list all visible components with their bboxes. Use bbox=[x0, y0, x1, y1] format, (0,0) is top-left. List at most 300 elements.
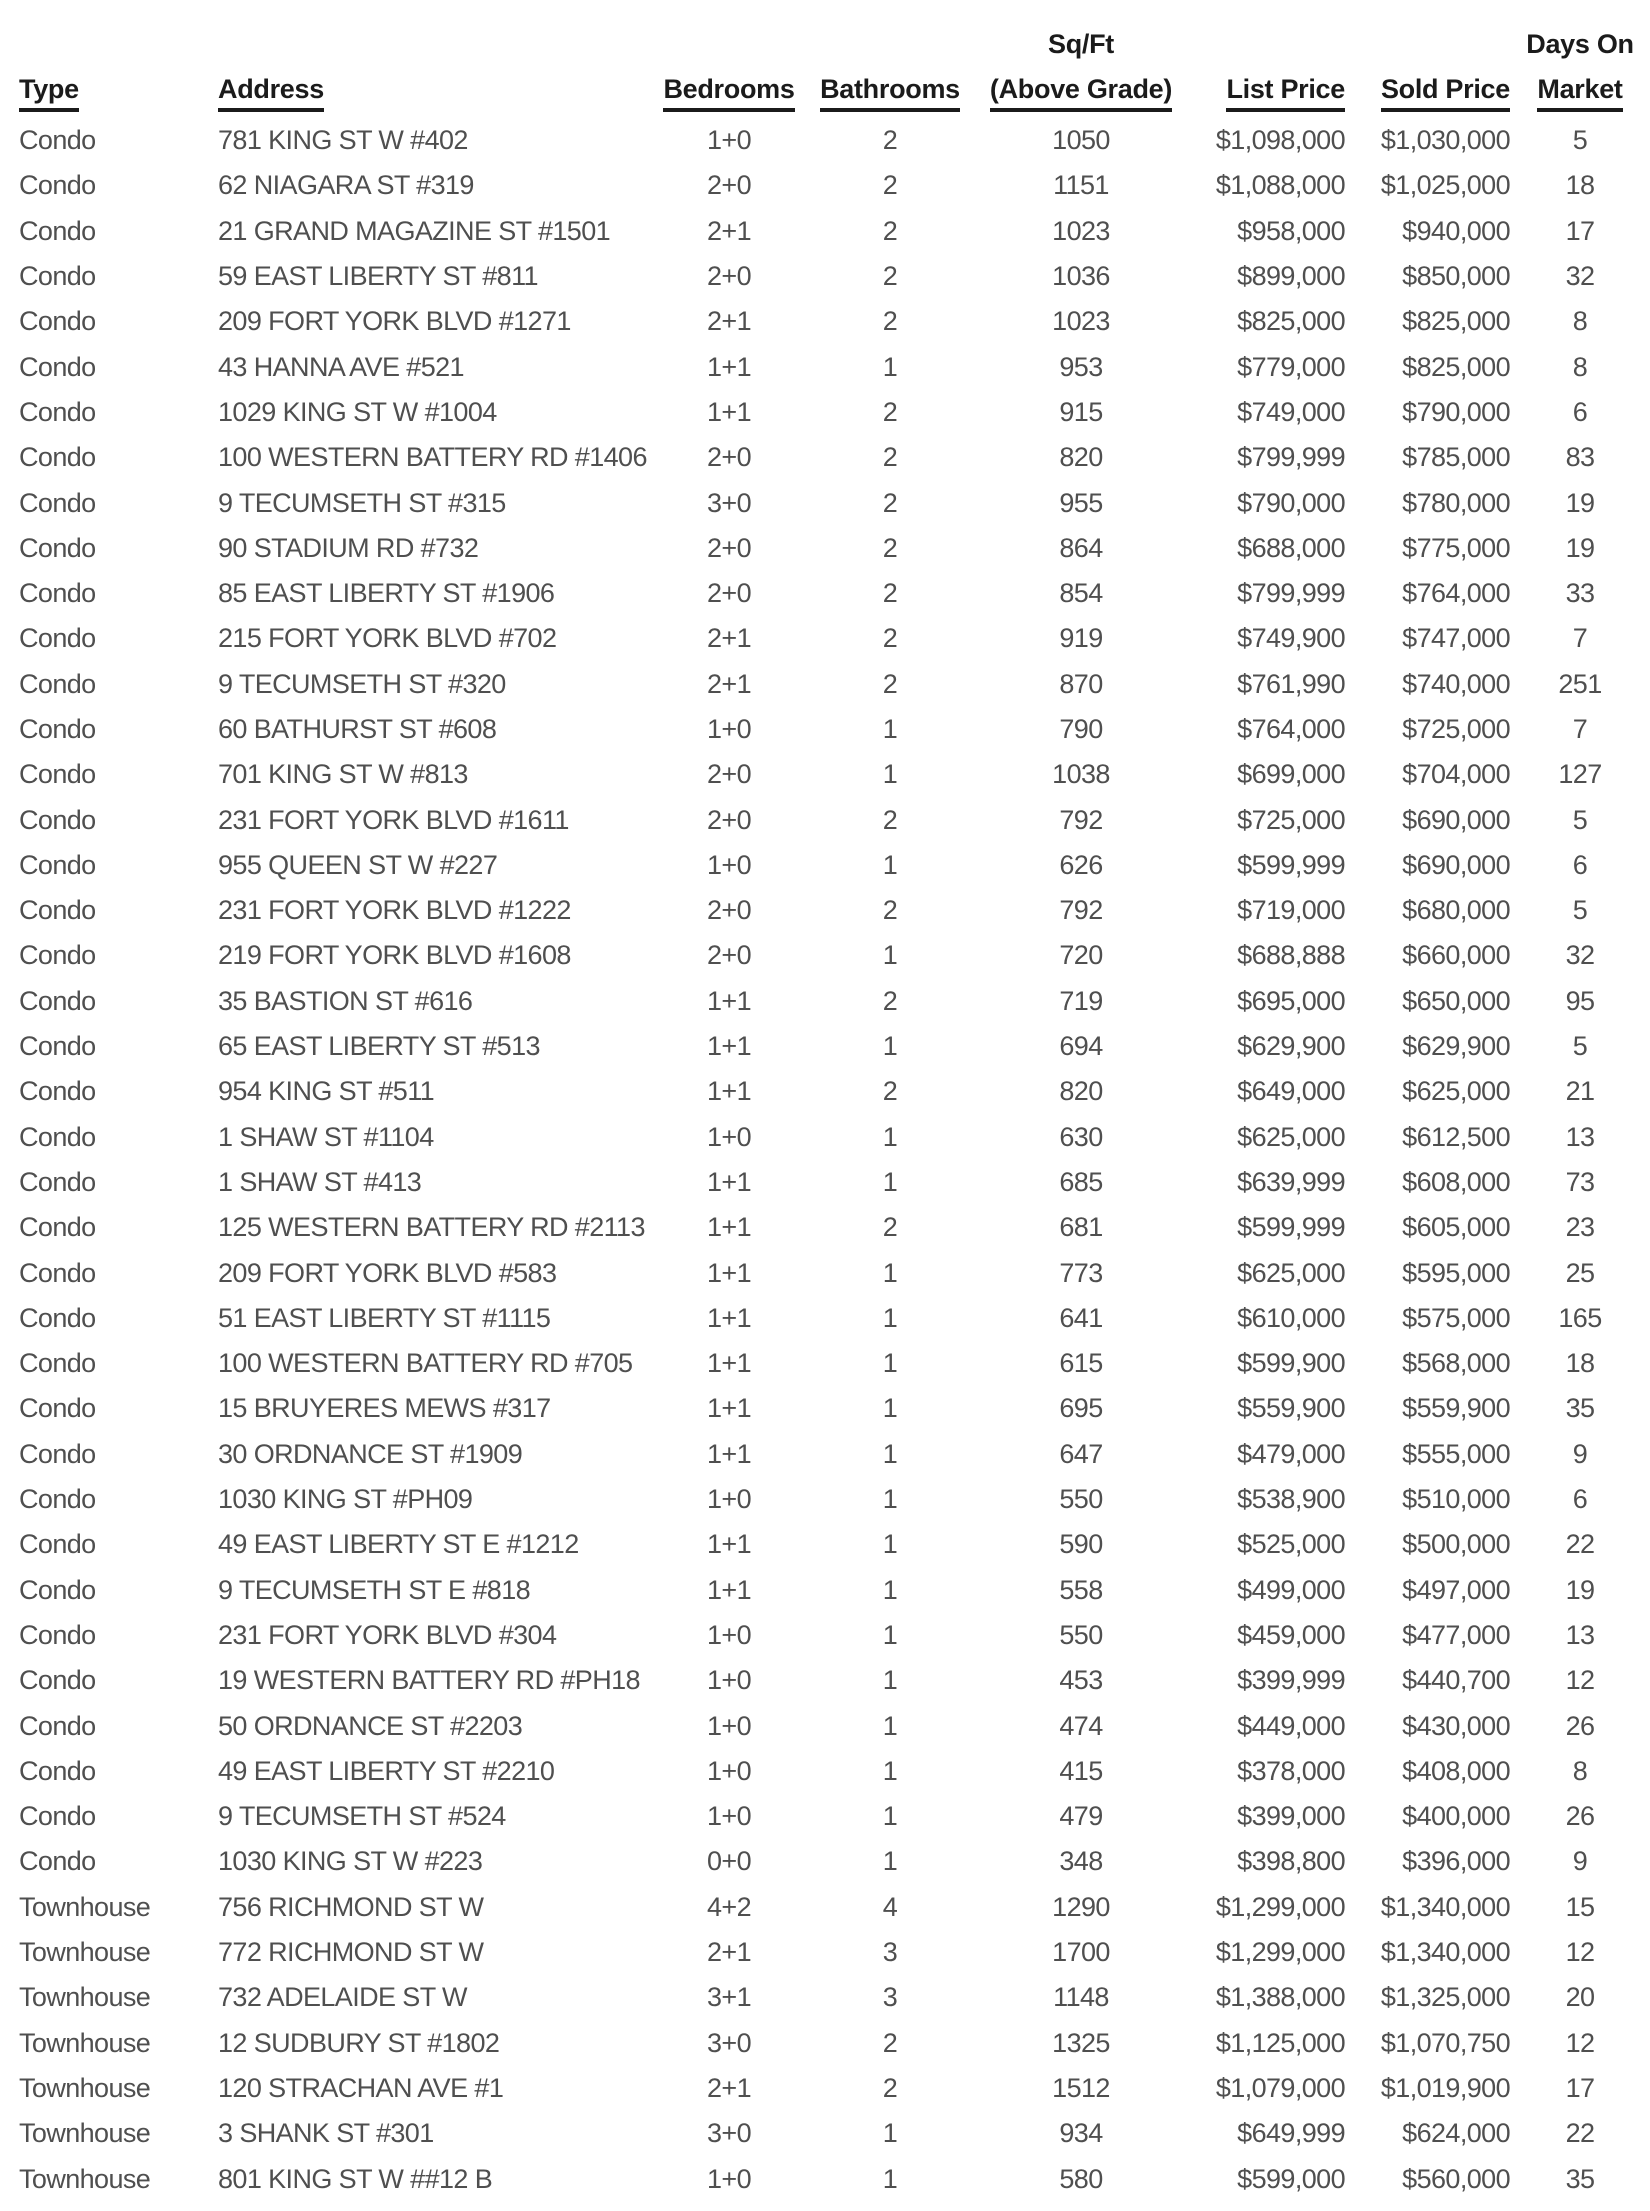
cell-address: 100 WESTERN BATTERY RD #1406 bbox=[218, 442, 647, 473]
cell-sold-price: $1,340,000 bbox=[1380, 1891, 1510, 1922]
cell-address: 49 EAST LIBERTY ST #2210 bbox=[218, 1755, 555, 1786]
table-body bbox=[0, 118, 1650, 2202]
cell-days-on-market: 6 bbox=[1572, 1484, 1588, 1515]
table-row bbox=[0, 1205, 1650, 1250]
cell-sqft: 870 bbox=[1059, 668, 1103, 699]
cell-address: 3 SHANK ST #301 bbox=[218, 2118, 434, 2149]
table-row bbox=[0, 1160, 1650, 1205]
cell-list-price: $1,299,000 bbox=[1215, 1937, 1345, 1968]
cell-days-on-market: 13 bbox=[1565, 1619, 1595, 1650]
cell-bedrooms: 1+1 bbox=[707, 396, 751, 427]
cell-sold-price: $497,000 bbox=[1402, 1574, 1510, 1605]
cell-bedrooms: 2+1 bbox=[707, 215, 751, 246]
cell-sqft: 415 bbox=[1059, 1755, 1103, 1786]
cell-days-on-market: 12 bbox=[1565, 2027, 1595, 2058]
cell-type: Condo bbox=[19, 1031, 96, 1062]
cell-sold-price: $775,000 bbox=[1402, 532, 1510, 563]
cell-sold-price: $740,000 bbox=[1402, 668, 1510, 699]
cell-type: Townhouse bbox=[19, 2027, 151, 2058]
cell-list-price: $725,000 bbox=[1237, 804, 1345, 835]
cell-sqft: 915 bbox=[1059, 396, 1103, 427]
table-row bbox=[0, 1885, 1650, 1930]
cell-type: Condo bbox=[19, 668, 96, 699]
cell-bathrooms: 2 bbox=[882, 215, 898, 246]
table-row bbox=[0, 707, 1650, 752]
cell-address: 701 KING ST W #813 bbox=[218, 759, 468, 790]
cell-list-price: $378,000 bbox=[1237, 1755, 1345, 1786]
table-row bbox=[0, 1522, 1650, 1567]
cell-address: 231 FORT YORK BLVD #1222 bbox=[218, 895, 571, 926]
column-header-bedrooms-label: Bedrooms bbox=[663, 74, 794, 112]
cell-sqft: 1023 bbox=[1052, 306, 1110, 337]
cell-sold-price: $624,000 bbox=[1402, 2118, 1510, 2149]
cell-bathrooms: 2 bbox=[882, 125, 898, 156]
cell-sqft: 934 bbox=[1059, 2118, 1103, 2149]
cell-sqft: 773 bbox=[1059, 1257, 1103, 1288]
cell-days-on-market: 17 bbox=[1565, 2072, 1595, 2103]
cell-bathrooms: 2 bbox=[882, 804, 898, 835]
table-row bbox=[0, 1658, 1650, 1703]
cell-days-on-market: 5 bbox=[1572, 895, 1588, 926]
cell-days-on-market: 13 bbox=[1565, 1121, 1595, 1152]
cell-days-on-market: 165 bbox=[1558, 1302, 1602, 1333]
cell-days-on-market: 19 bbox=[1565, 487, 1595, 518]
cell-bedrooms: 1+0 bbox=[707, 714, 751, 744]
column-header-sold-price-label: Sold Price bbox=[1381, 74, 1510, 112]
cell-days-on-market: 25 bbox=[1565, 1257, 1595, 1288]
cell-sold-price: $747,000 bbox=[1402, 623, 1510, 654]
cell-list-price: $599,000 bbox=[1237, 2163, 1345, 2194]
cell-address: 1030 KING ST W #223 bbox=[218, 1846, 483, 1877]
table-row bbox=[0, 1749, 1650, 1794]
column-header-bathrooms bbox=[810, 0, 970, 118]
table-row bbox=[0, 2156, 1650, 2201]
cell-address: 65 EAST LIBERTY ST #513 bbox=[218, 1031, 540, 1062]
cell-bathrooms: 1 bbox=[882, 849, 898, 880]
cell-days-on-market: 15 bbox=[1565, 1891, 1595, 1922]
cell-list-price: $599,999 bbox=[1237, 849, 1345, 880]
cell-bathrooms: 2 bbox=[882, 532, 898, 563]
cell-days-on-market: 12 bbox=[1565, 1665, 1595, 1696]
cell-days-on-market: 9 bbox=[1572, 1846, 1588, 1877]
cell-address: 30 ORDNANCE ST #1909 bbox=[218, 1438, 523, 1469]
cell-bedrooms: 2+1 bbox=[707, 668, 751, 699]
cell-list-price: $479,000 bbox=[1237, 1438, 1345, 1469]
cell-bedrooms: 1+1 bbox=[707, 1529, 751, 1560]
cell-list-price: $1,388,000 bbox=[1215, 1982, 1345, 2013]
cell-sqft: 580 bbox=[1059, 2163, 1103, 2194]
cell-address: 955 QUEEN ST W #227 bbox=[218, 849, 498, 880]
cell-type: Condo bbox=[19, 170, 96, 201]
cell-address: 15 BRUYERES MEWS #317 bbox=[218, 1393, 551, 1424]
cell-address: 209 FORT YORK BLVD #1271 bbox=[218, 306, 571, 337]
cell-address: 1029 KING ST W #1004 bbox=[218, 396, 497, 427]
cell-bedrooms: 1+1 bbox=[707, 1166, 751, 1197]
cell-type: Condo bbox=[19, 306, 96, 337]
cell-sold-price: $500,000 bbox=[1402, 1529, 1510, 1560]
cell-sqft: 1148 bbox=[1053, 1982, 1109, 2013]
cell-bathrooms: 1 bbox=[882, 1574, 898, 1605]
cell-list-price: $525,000 bbox=[1237, 1529, 1345, 1560]
cell-address: 85 EAST LIBERTY ST #1906 bbox=[218, 578, 555, 609]
cell-address: 62 NIAGARA ST #319 bbox=[218, 170, 474, 201]
table-row bbox=[0, 254, 1650, 299]
cell-bathrooms: 1 bbox=[882, 1393, 898, 1424]
table-row bbox=[0, 435, 1650, 480]
cell-bathrooms: 1 bbox=[882, 940, 898, 971]
cell-bathrooms: 1 bbox=[882, 1665, 898, 1696]
cell-sold-price: $396,000 bbox=[1402, 1846, 1510, 1877]
cell-bathrooms: 3 bbox=[882, 1937, 898, 1968]
cell-list-price: $799,999 bbox=[1237, 442, 1345, 473]
cell-type: Condo bbox=[19, 1665, 96, 1696]
cell-sold-price: $764,000 bbox=[1402, 578, 1510, 609]
cell-type: Condo bbox=[19, 940, 96, 971]
cell-address: 215 FORT YORK BLVD #702 bbox=[218, 623, 557, 654]
table-row bbox=[0, 163, 1650, 208]
table-row bbox=[0, 1568, 1650, 1613]
cell-sqft: 864 bbox=[1059, 532, 1103, 563]
cell-type: Condo bbox=[19, 396, 96, 427]
cell-list-price: $749,000 bbox=[1237, 396, 1345, 427]
table-row bbox=[0, 979, 1650, 1024]
cell-sqft: 626 bbox=[1059, 849, 1103, 880]
cell-days-on-market: 7 bbox=[1572, 623, 1588, 654]
cell-type: Condo bbox=[19, 714, 96, 744]
table-row bbox=[0, 344, 1650, 389]
column-header-bathrooms-label: Bathrooms bbox=[820, 74, 960, 112]
cell-days-on-market: 35 bbox=[1565, 2163, 1595, 2194]
cell-sold-price: $1,340,000 bbox=[1380, 1937, 1510, 1968]
cell-bathrooms: 1 bbox=[882, 1710, 898, 1741]
cell-bathrooms: 1 bbox=[882, 1755, 898, 1786]
cell-days-on-market: 26 bbox=[1565, 1801, 1595, 1832]
cell-bathrooms: 1 bbox=[882, 2163, 898, 2194]
cell-sqft: 550 bbox=[1059, 1484, 1103, 1515]
table-row bbox=[0, 662, 1650, 707]
cell-bathrooms: 2 bbox=[882, 442, 898, 473]
cell-sqft: 919 bbox=[1059, 623, 1103, 654]
cell-list-price: $799,999 bbox=[1237, 578, 1345, 609]
cell-days-on-market: 9 bbox=[1572, 1438, 1588, 1469]
cell-list-price: $639,999 bbox=[1237, 1166, 1345, 1197]
table-row bbox=[0, 2111, 1650, 2156]
cell-sqft: 1325 bbox=[1052, 2027, 1110, 2058]
cell-list-price: $761,990 bbox=[1237, 668, 1345, 699]
table-row bbox=[0, 888, 1650, 933]
cell-type: Condo bbox=[19, 1393, 96, 1424]
cell-sqft: 1151 bbox=[1053, 170, 1109, 201]
cell-bedrooms: 3+0 bbox=[707, 2027, 751, 2058]
table-row bbox=[0, 1250, 1650, 1295]
cell-sold-price: $785,000 bbox=[1402, 442, 1510, 473]
cell-list-price: $625,000 bbox=[1237, 1121, 1345, 1152]
cell-days-on-market: 5 bbox=[1572, 1031, 1588, 1062]
cell-list-price: $629,900 bbox=[1237, 1031, 1345, 1062]
cell-list-price: $649,999 bbox=[1237, 2118, 1345, 2149]
cell-sqft: 792 bbox=[1059, 895, 1103, 926]
cell-bedrooms: 1+1 bbox=[707, 1076, 751, 1107]
cell-list-price: $599,900 bbox=[1237, 1348, 1345, 1379]
cell-bathrooms: 1 bbox=[882, 1166, 898, 1197]
cell-sold-price: $555,000 bbox=[1402, 1438, 1510, 1469]
cell-list-price: $449,000 bbox=[1237, 1710, 1345, 1741]
cell-type: Townhouse bbox=[19, 1982, 151, 2013]
cell-bathrooms: 2 bbox=[882, 487, 898, 518]
cell-address: 801 KING ST W ##12 B bbox=[218, 2163, 493, 2194]
cell-type: Condo bbox=[19, 1076, 96, 1107]
cell-bathrooms: 1 bbox=[882, 2118, 898, 2149]
cell-list-price: $499,000 bbox=[1237, 1574, 1345, 1605]
cell-type: Condo bbox=[19, 1166, 96, 1197]
cell-sqft: 792 bbox=[1059, 804, 1103, 835]
table-row bbox=[0, 616, 1650, 661]
column-header-days-on-market bbox=[1510, 0, 1650, 118]
cell-sold-price: $690,000 bbox=[1402, 849, 1510, 880]
cell-list-price: $459,000 bbox=[1237, 1619, 1345, 1650]
cell-sqft: 590 bbox=[1059, 1529, 1103, 1560]
table-row bbox=[0, 1386, 1650, 1431]
cell-sqft: 615 bbox=[1059, 1348, 1103, 1379]
cell-address: 781 KING ST W #402 bbox=[218, 125, 468, 156]
cell-type: Condo bbox=[19, 1212, 96, 1243]
cell-list-price: $899,000 bbox=[1237, 261, 1345, 292]
cell-bedrooms: 1+0 bbox=[707, 849, 751, 880]
cell-bedrooms: 2+1 bbox=[707, 306, 751, 337]
cell-sqft: 641 bbox=[1059, 1302, 1103, 1333]
cell-type: Townhouse bbox=[19, 1937, 151, 1968]
cell-sqft: 953 bbox=[1059, 351, 1103, 382]
cell-sqft: 1290 bbox=[1052, 1891, 1110, 1922]
cell-address: 954 KING ST #511 bbox=[218, 1076, 435, 1107]
cell-sold-price: $780,000 bbox=[1402, 487, 1510, 518]
cell-sold-price: $704,000 bbox=[1402, 759, 1510, 790]
cell-sqft: 955 bbox=[1059, 487, 1103, 518]
column-header-sold-price bbox=[1345, 0, 1510, 118]
cell-sqft: 720 bbox=[1059, 940, 1103, 971]
cell-sqft: 695 bbox=[1059, 1393, 1103, 1424]
cell-sold-price: $400,000 bbox=[1402, 1801, 1510, 1832]
cell-bedrooms: 3+0 bbox=[707, 2118, 751, 2149]
cell-address: 219 FORT YORK BLVD #1608 bbox=[218, 940, 571, 971]
cell-bedrooms: 1+0 bbox=[707, 1755, 751, 1786]
cell-bedrooms: 2+0 bbox=[707, 442, 751, 473]
cell-bedrooms: 1+0 bbox=[707, 1710, 751, 1741]
cell-type: Condo bbox=[19, 849, 96, 880]
cell-bedrooms: 3+0 bbox=[707, 487, 751, 518]
cell-type: Condo bbox=[19, 487, 96, 518]
cell-bedrooms: 1+0 bbox=[707, 1619, 751, 1650]
cell-address: 9 TECUMSETH ST E #818 bbox=[218, 1574, 531, 1605]
table-row bbox=[0, 1432, 1650, 1477]
cell-bathrooms: 1 bbox=[882, 1302, 898, 1333]
table-row bbox=[0, 797, 1650, 842]
cell-days-on-market: 73 bbox=[1565, 1166, 1595, 1197]
cell-days-on-market: 18 bbox=[1565, 1348, 1595, 1379]
table-row bbox=[0, 118, 1650, 163]
cell-sqft: 1023 bbox=[1052, 215, 1110, 246]
cell-list-price: $398,800 bbox=[1237, 1846, 1345, 1877]
cell-type: Condo bbox=[19, 532, 96, 563]
table-row bbox=[0, 843, 1650, 888]
cell-days-on-market: 18 bbox=[1565, 170, 1595, 201]
cell-days-on-market: 8 bbox=[1572, 351, 1588, 382]
cell-bathrooms: 1 bbox=[882, 1348, 898, 1379]
cell-bedrooms: 1+0 bbox=[707, 2163, 751, 2194]
cell-bathrooms: 1 bbox=[882, 1484, 898, 1515]
cell-bathrooms: 2 bbox=[882, 623, 898, 654]
cell-sqft: 820 bbox=[1059, 442, 1103, 473]
cell-days-on-market: 8 bbox=[1572, 306, 1588, 337]
table-row bbox=[0, 1703, 1650, 1748]
cell-type: Condo bbox=[19, 1529, 96, 1560]
cell-days-on-market: 127 bbox=[1558, 759, 1602, 790]
cell-bedrooms: 1+1 bbox=[707, 1574, 751, 1605]
cell-address: 125 WESTERN BATTERY RD #2113 bbox=[218, 1212, 645, 1243]
cell-bathrooms: 1 bbox=[882, 1529, 898, 1560]
cell-days-on-market: 21 bbox=[1565, 1076, 1595, 1107]
cell-address: 51 EAST LIBERTY ST #1115 bbox=[218, 1302, 551, 1333]
cell-sold-price: $1,325,000 bbox=[1380, 1982, 1510, 2013]
cell-address: 90 STADIUM RD #732 bbox=[218, 532, 479, 563]
table-row bbox=[0, 526, 1650, 571]
cell-address: 231 FORT YORK BLVD #304 bbox=[218, 1619, 557, 1650]
cell-bedrooms: 2+0 bbox=[707, 804, 751, 835]
cell-days-on-market: 32 bbox=[1565, 261, 1595, 292]
cell-days-on-market: 19 bbox=[1565, 532, 1595, 563]
cell-bathrooms: 1 bbox=[882, 1121, 898, 1152]
cell-sold-price: $790,000 bbox=[1402, 396, 1510, 427]
cell-bathrooms: 2 bbox=[882, 261, 898, 292]
cell-bedrooms: 1+1 bbox=[707, 985, 751, 1016]
cell-list-price: $825,000 bbox=[1237, 306, 1345, 337]
table-row bbox=[0, 1341, 1650, 1386]
cell-list-price: $649,000 bbox=[1237, 1076, 1345, 1107]
column-header-address-label: Address bbox=[218, 74, 324, 112]
cell-type: Townhouse bbox=[19, 2118, 151, 2149]
cell-type: Condo bbox=[19, 1484, 96, 1515]
cell-days-on-market: 19 bbox=[1565, 1574, 1595, 1605]
cell-bathrooms: 1 bbox=[882, 1619, 898, 1650]
cell-bedrooms: 1+1 bbox=[707, 1393, 751, 1424]
cell-sqft: 647 bbox=[1059, 1438, 1103, 1469]
cell-list-price: $399,000 bbox=[1237, 1801, 1345, 1832]
cell-list-price: $699,000 bbox=[1237, 759, 1345, 790]
table-row bbox=[0, 1296, 1650, 1341]
cell-sold-price: $568,000 bbox=[1402, 1348, 1510, 1379]
cell-days-on-market: 20 bbox=[1565, 1982, 1595, 2013]
cell-bedrooms: 2+0 bbox=[707, 940, 751, 971]
cell-bedrooms: 1+1 bbox=[707, 351, 751, 382]
cell-days-on-market: 17 bbox=[1565, 215, 1595, 246]
cell-address: 21 GRAND MAGAZINE ST #1501 bbox=[218, 215, 611, 246]
cell-type: Condo bbox=[19, 1257, 96, 1288]
cell-sold-price: $440,700 bbox=[1402, 1665, 1510, 1696]
cell-days-on-market: 22 bbox=[1565, 2118, 1595, 2149]
cell-bathrooms: 1 bbox=[882, 1438, 898, 1469]
cell-sqft: 685 bbox=[1059, 1166, 1103, 1197]
cell-type: Condo bbox=[19, 1619, 96, 1650]
table-row bbox=[0, 1024, 1650, 1069]
cell-list-price: $399,999 bbox=[1237, 1665, 1345, 1696]
table-row bbox=[0, 2066, 1650, 2111]
cell-bathrooms: 2 bbox=[882, 1076, 898, 1107]
column-header-sqft bbox=[970, 0, 1192, 118]
cell-address: 756 RICHMOND ST W bbox=[218, 1891, 484, 1922]
cell-bedrooms: 1+1 bbox=[707, 1302, 751, 1333]
cell-sold-price: $430,000 bbox=[1402, 1710, 1510, 1741]
table-row bbox=[0, 209, 1650, 254]
cell-list-price: $559,900 bbox=[1237, 1393, 1345, 1424]
table-row bbox=[0, 1794, 1650, 1839]
cell-days-on-market: 33 bbox=[1565, 578, 1595, 609]
cell-sqft: 681 bbox=[1059, 1212, 1103, 1243]
table-header bbox=[0, 0, 1650, 118]
cell-sold-price: $1,030,000 bbox=[1380, 125, 1510, 156]
cell-type: Townhouse bbox=[19, 1891, 151, 1922]
column-header-sqft-line2: (Above Grade) bbox=[990, 74, 1172, 112]
cell-address: 35 BASTION ST #616 bbox=[218, 985, 473, 1016]
cell-list-price: $749,900 bbox=[1237, 623, 1345, 654]
cell-sold-price: $559,900 bbox=[1402, 1393, 1510, 1424]
cell-days-on-market: 7 bbox=[1572, 714, 1588, 744]
cell-sqft: 820 bbox=[1059, 1076, 1103, 1107]
cell-type: Condo bbox=[19, 623, 96, 654]
column-header-sqft-line1: Sq/Ft bbox=[1048, 29, 1114, 59]
cell-bathrooms: 2 bbox=[882, 2027, 898, 2058]
cell-days-on-market: 22 bbox=[1565, 1529, 1595, 1560]
cell-list-price: $538,900 bbox=[1237, 1484, 1345, 1515]
column-header-address bbox=[218, 0, 648, 118]
cell-bedrooms: 4+2 bbox=[707, 1891, 751, 1922]
cell-bedrooms: 2+0 bbox=[707, 895, 751, 926]
cell-type: Condo bbox=[19, 125, 96, 156]
cell-address: 1030 KING ST #PH09 bbox=[218, 1484, 473, 1515]
column-header-type bbox=[0, 0, 218, 118]
cell-address: 49 EAST LIBERTY ST E #1212 bbox=[218, 1529, 579, 1560]
column-header-days-line2: Market bbox=[1537, 74, 1622, 112]
cell-sold-price: $940,000 bbox=[1402, 215, 1510, 246]
cell-sold-price: $680,000 bbox=[1402, 895, 1510, 926]
cell-type: Condo bbox=[19, 1755, 96, 1786]
cell-type: Condo bbox=[19, 1438, 96, 1469]
table-row bbox=[0, 1115, 1650, 1160]
table-row bbox=[0, 571, 1650, 616]
cell-sold-price: $825,000 bbox=[1402, 306, 1510, 337]
cell-bedrooms: 2+0 bbox=[707, 532, 751, 563]
cell-days-on-market: 26 bbox=[1565, 1710, 1595, 1741]
cell-address: 43 HANNA AVE #521 bbox=[218, 351, 464, 382]
cell-address: 732 ADELAIDE ST W bbox=[218, 1982, 467, 2013]
cell-list-price: $790,000 bbox=[1237, 487, 1345, 518]
cell-type: Condo bbox=[19, 1348, 96, 1379]
table-row bbox=[0, 752, 1650, 797]
cell-bathrooms: 2 bbox=[882, 985, 898, 1016]
cell-bedrooms: 1+0 bbox=[707, 1484, 751, 1515]
cell-sold-price: $510,000 bbox=[1402, 1484, 1510, 1515]
cell-type: Condo bbox=[19, 1846, 96, 1877]
cell-list-price: $1,299,000 bbox=[1215, 1891, 1345, 1922]
cell-type: Condo bbox=[19, 1121, 96, 1152]
cell-list-price: $610,000 bbox=[1237, 1302, 1345, 1333]
cell-bedrooms: 1+1 bbox=[707, 1212, 751, 1243]
cell-type: Townhouse bbox=[19, 2163, 151, 2194]
cell-sqft: 1700 bbox=[1052, 1937, 1110, 1968]
cell-address: 209 FORT YORK BLVD #583 bbox=[218, 1257, 557, 1288]
cell-bathrooms: 2 bbox=[882, 170, 898, 201]
cell-sqft: 854 bbox=[1059, 578, 1103, 609]
cell-type: Condo bbox=[19, 215, 96, 246]
